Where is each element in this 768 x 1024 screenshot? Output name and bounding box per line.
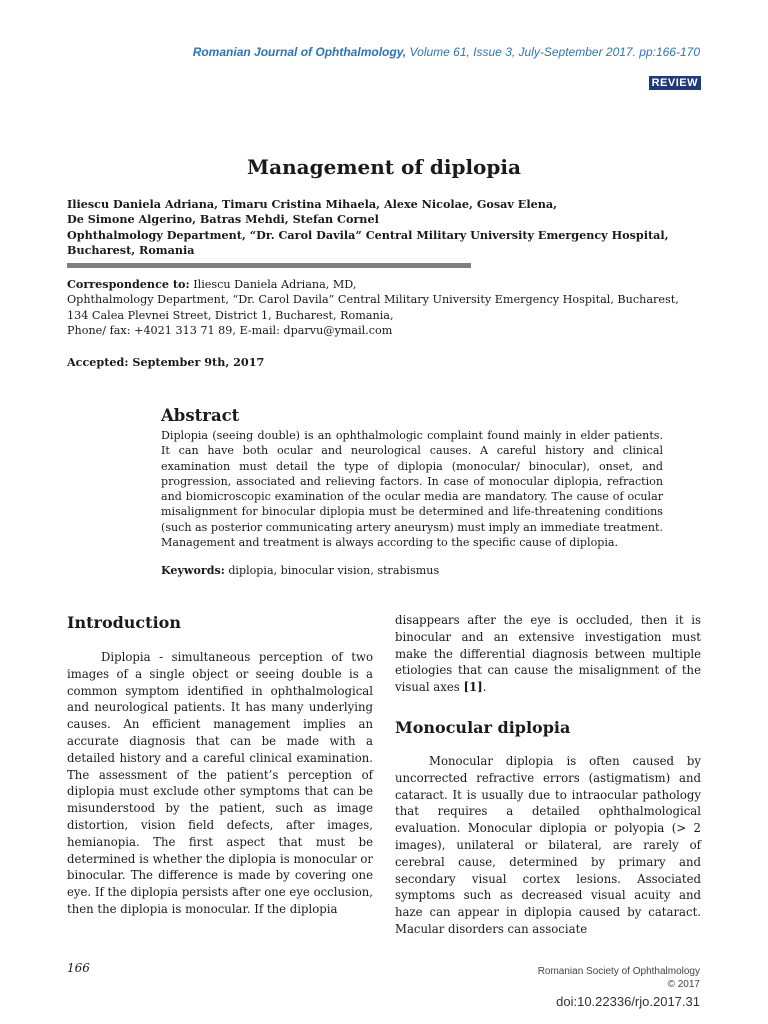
accepted-date: Accepted: September 9th, 2017 [67,355,265,369]
correspondence-name: Iliescu Daniela Adriana, MD, [189,278,357,291]
journal-pages: 166-170 [655,45,700,59]
correspondence-contact: Phone/ fax: +4021 313 71 89, E-mail: dparvu@ymail.com [67,324,393,338]
journal-issue: Volume 61, Issue 3, July-September 2017. pp: [406,45,656,59]
introduction-paragraph: Diplopia - simultaneous perception of two images of a single object or seeing double is a common symptom identified in ophthalmological and neurological patients. It has many underlying causes. An efficient management implies an accurate diagnosis that can be made with a detailed history and a careful clinical examination. The assessment of the patient’s perception of diplopia must exclude other symptoms that can be misunderstood by the patient, such as image distortion, vision field defects, after images, hemianopia. The first aspect that must be determined is whether the diplopia is monocular or binocular. The difference is made by covering one eye. If the diplopia persists after one eye occlusion, then the diplopia is monocular. If the diplopia [67,650,373,916]
monocular-column [395,753,701,938]
correspondence-line: 134 Calea Plevnei Street, District 1, Bucharest, Romania, [67,308,394,322]
journal-name: Romanian Journal of Ophthalmology, [192,45,407,59]
author-block [67,197,707,259]
affiliation-line: Bucharest, Romania [67,243,195,258]
paper-title: Management of diplopia [247,155,521,179]
keywords-label: Keywords: [161,564,225,577]
monocular-paragraph: Monocular diplopia is often caused by uncorrected refractive errors (astigmatism) and cataract. It is usually due to intraocular pathology that requires a detailed ophthalmological evaluation. Monocular diplopia or polyopia (> 2 images), unilateral or bilateral, are rarely of cerebral cause, determined by primary and secondary visual cortex lesions. Associated symptoms such as decreased visual acuity and haze can appear in diplopia caused by cataract. Macular disorders can associate [395,754,701,936]
correspondence-block [67,277,707,339]
society-footer [538,966,700,991]
correspondence-label: Correspondence to: [67,277,190,291]
monocular-heading: Monocular diplopia [395,718,571,737]
correspondence-line: Ophthalmology Department, “Dr. Carol Davila” Central Military University Emergency Hospital, Bucharest, [67,293,679,307]
abstract-heading: Abstract [161,406,240,425]
page-number: 166 [67,961,90,975]
review-badge: REVIEW [649,76,701,90]
introduction-right-column [395,612,701,696]
introduction-continuation: disappears after the eye is occluded, then it is binocular and an extensive investigation must make the differential diagnosis between multiple etiologies that can cause the misalignment of the visual axes [1]. [395,613,701,695]
affiliation-line: Ophthalmology Department, “Dr. Carol Davila” Central Military University Emergency Hospital, [67,227,669,242]
copyright: © 2017 [667,978,700,990]
abstract-text: Diplopia (seeing double) is an ophthalmologic complaint found mainly in elder patients. It can have both ocular and neurological causes. A careful history and clinical examination must detail the type of diplopia (monocular/ binocular), onset, and progression, associated and relieving factors. In case of monocular diplopia, refraction and biomicroscopic examination of the ocular media are mandatory. The cause of ocular misalignment for binocular diplopia must be determined and life-threatening conditions (such as posterior communicating artery aneurysm) must imply an immediate treatment. Management and treatment is always according to the specific cause of diplopia. [161,429,663,549]
society-name: Romanian Society of Ophthalmology [537,966,700,977]
author-line: Iliescu Daniela Adriana, Timaru Cristina Mihaela, Alexe Nicolae, Gosav Elena, [67,197,557,211]
introduction-left-column [67,649,373,918]
divider [67,263,471,268]
journal-citation [193,45,700,59]
citation-ref: [1] [463,680,483,695]
introduction-heading: Introduction [67,613,181,632]
doi: doi:10.22336/rjo.2017.31 [556,994,700,1009]
keywords [161,564,439,577]
keywords-list: diplopia, binocular vision, strabismus [224,564,440,577]
author-line: De Simone Algerino, Batras Mehdi, Stefan Cornel [67,212,379,227]
